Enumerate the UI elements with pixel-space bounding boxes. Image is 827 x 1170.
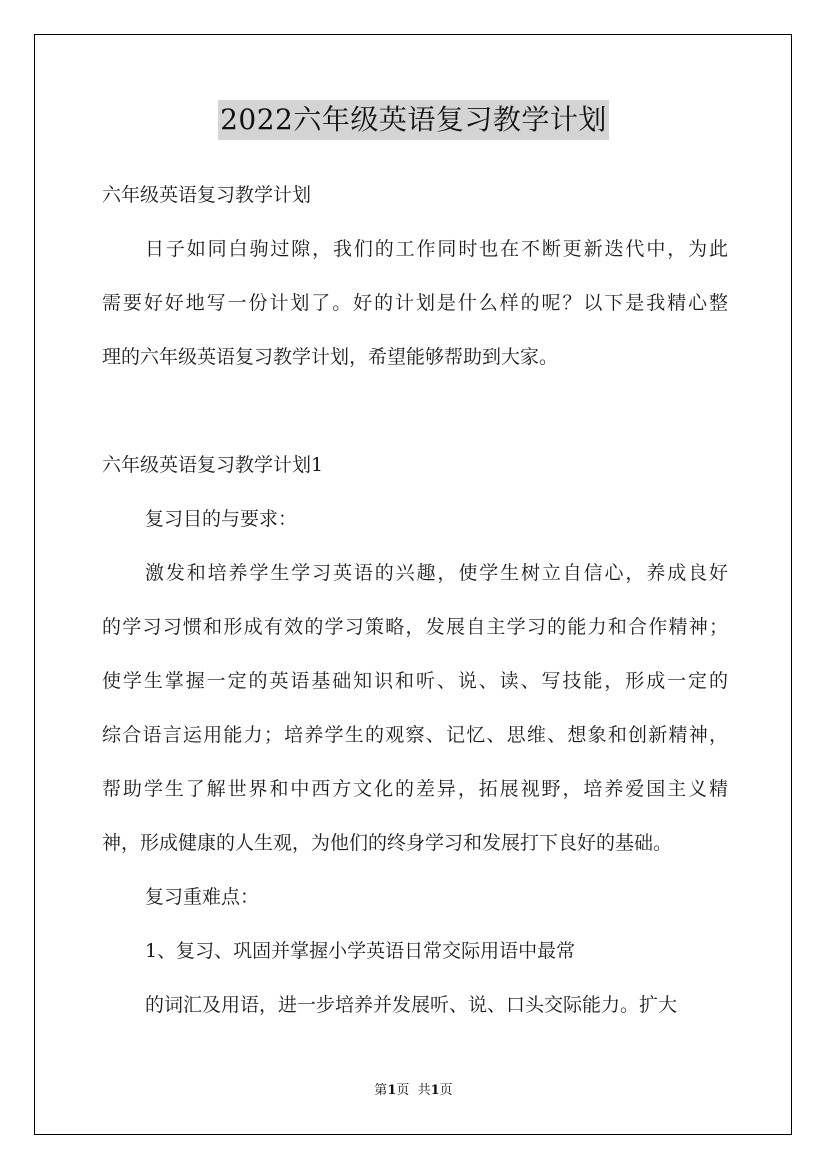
page-number-prefix: 第 — [374, 1083, 388, 1098]
page-number-current: 1 — [387, 1083, 397, 1098]
page-number-total: 1 — [430, 1083, 440, 1098]
paragraph-line: 激发和培养学生学习英语的兴趣，使学生树立自信心，养成良好 — [145, 562, 728, 584]
intro-paragraph-line: 理的六年级英语复习教学计划，希望能够帮助到大家。 — [102, 346, 559, 368]
paragraph-line: 帮助学生了解世界和中西方文化的差异，拓展视野，培养爱国主义精 — [102, 778, 728, 800]
plan-heading: 六年级英语复习教学计划1 — [102, 454, 324, 476]
section-heading: 六年级英语复习教学计划 — [102, 184, 312, 206]
document-title: 2022六年级英语复习教学计划 — [218, 100, 609, 140]
paragraph-line: 的学习习惯和形成有效的学习策略，发展自主学习的能力和合作精神； — [102, 616, 728, 638]
page-number-mid: 页 共 — [396, 1083, 431, 1098]
page-footer — [0, 1082, 827, 1100]
paragraph-line: 神，形成健康的人生观，为他们的终身学习和发展打下良好的基础。 — [102, 832, 673, 854]
page-number-suffix: 页 — [439, 1083, 453, 1098]
intro-paragraph-line: 日子如同白驹过隙，我们的工作同时也在不断更新迭代中，为此 — [145, 238, 728, 260]
paragraph-line: 使学生掌握一定的英语基础知识和听、说、读、写技能，形成一定的 — [102, 670, 728, 692]
list-item-line: 的词汇及用语，进一步培养并发展听、说、口头交际能力。扩大 — [145, 994, 678, 1016]
list-item-line: 1、复习、巩固并掌握小学英语日常交际用语中最常 — [145, 940, 576, 962]
title-container — [0, 100, 827, 140]
subsection-heading: 复习重难点： — [145, 886, 260, 908]
subsection-heading: 复习目的与要求： — [145, 508, 298, 530]
intro-paragraph-line: 需要好好地写一份计划了。好的计划是什么样的呢？以下是我精心整 — [102, 292, 728, 314]
paragraph-line: 综合语言运用能力；培养学生的观察、记忆、思维、想象和创新精神， — [102, 724, 728, 746]
